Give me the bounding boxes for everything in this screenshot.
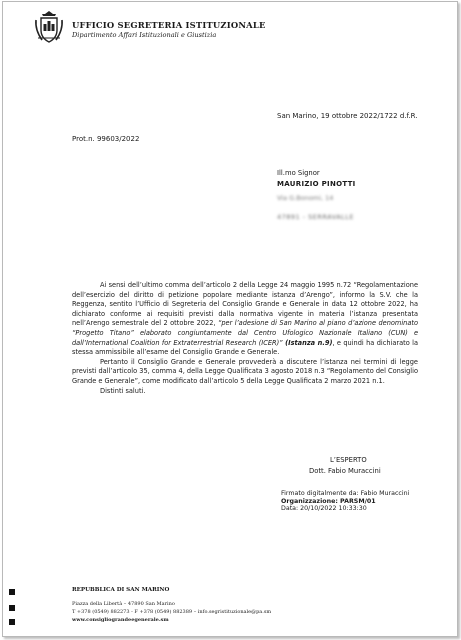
letter-body	[72, 281, 418, 396]
signer-role: L’ESPERTO	[330, 456, 367, 464]
paragraph-2: Pertanto il Consiglio Grande e Generale provvederà a discutere l’istanza nei termini di legge previsti dall’articolo 35, comma 4, della Legge Qualificata 3 agosto 2018 n.3 “Regolamento del Consiglio Grande e Generale”, come modificato dall’articolo 5 della Legge Qualificata 2 marzo 2021 n.1.	[72, 357, 418, 385]
petition-number: (Istanza n.9)	[282, 338, 333, 347]
recipient-name: MAURIZIO PINOTTI	[277, 180, 356, 188]
digital-signature-date: Data: 20/10/2022 10:33:30	[281, 505, 367, 513]
petition-title: “per l’adesione di San Marino al piano d’azione denominato “Progetto Titano” elaborato congiuntamente dal Centro Ufologico Nazionale Italiano (CUN) e dall’International Coalition for Extraterrestrial Research (ICER)”	[72, 319, 419, 347]
department-name: Dipartimento Affari Istituzionali e Giustizia	[72, 31, 217, 39]
protocol-number: Prot.n. 99603/2022	[72, 135, 140, 143]
digital-signature-signer: Firmato digitalmente da: Fabio Muraccini	[281, 490, 410, 497]
recipient-city: 47891 - SERRAVALLE	[277, 213, 355, 221]
paragraph-1: Ai sensi dell’ultimo comma dell’articolo 2 della Legge 24 maggio 1995 n.72 “Regolamentazione dell’esercizio del diritto di petizione popolare mediante istanza d’Arengo”, informo la S.V. che la Reggenza, sentito l’Ufficio di Segreteria del Consiglio Grande e Generale in data 12 ottobre 2022, ha dichiarato conforme ai requisiti previsti dalla normativa vigente in materia l’istanza presentata nell’Arengo semestrale del 2 ottobre 2022, “per l’adesione di San Marino al piano d’azione denominato “Progetto Titano” elaborato congiuntamente dal Centro Ufologico Nazionale Italiano (CUN) e dall’International Coalition for Extraterrestrial Research (ICER)” (Istanza n.9), e quindi ha dichiarato la stessa ammissibile all’esame del Consiglio Grande e Generale.	[72, 281, 419, 357]
footer-address: Piazza della Libertà – 47890 San Marino	[72, 601, 175, 607]
recipient-title: Ill.mo Signor	[277, 169, 320, 177]
footer-square-icon	[9, 605, 15, 611]
date-line: San Marino, 19 ottobre 2022/1722 d.f.R.	[277, 112, 418, 120]
footer-republic: REPUBBLICA DI SAN MARINO	[72, 587, 170, 593]
recipient-street: Via G.Bonomi, 14	[277, 194, 334, 202]
footer-contacts: T +378 (0549) 882273 - F +378 (0549) 882389 – info.segristituzionale@pa.sm	[72, 609, 272, 615]
office-name: UFFICIO SEGRETERIA ISTITUZIONALE	[72, 20, 266, 30]
footer-square-icon	[9, 619, 15, 625]
footer-square-icon	[9, 589, 15, 595]
closing-greeting: Distinti saluti.	[100, 386, 146, 395]
signer-name: Dott. Fabio Muraccini	[309, 467, 381, 475]
digital-signature-block	[281, 490, 409, 513]
footer-website[interactable]: www.consigliograndeegenerale.sm	[72, 617, 169, 623]
digital-signature-org: Organizzazione: PARSM/01	[281, 497, 376, 505]
san-marino-coat-of-arms-icon	[34, 10, 64, 44]
